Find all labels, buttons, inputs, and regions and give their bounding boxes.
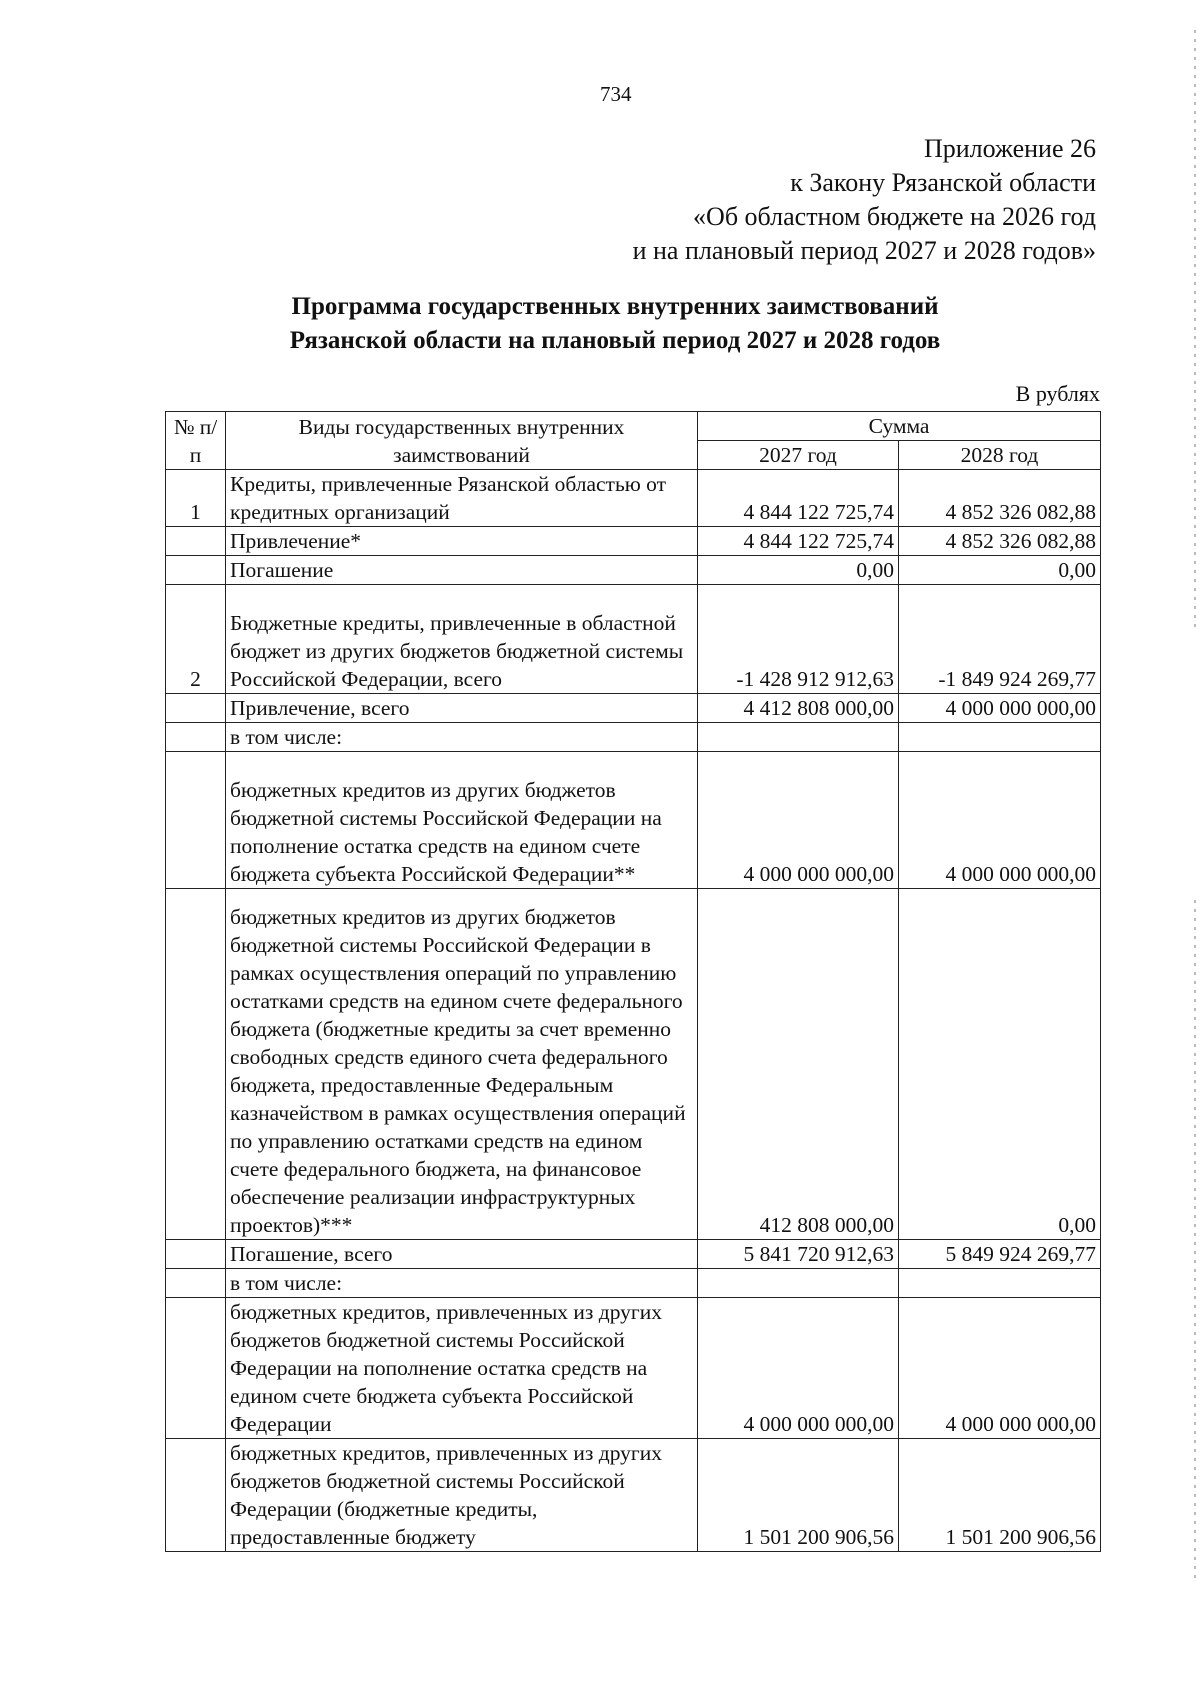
value-2027: 4 844 122 725,74 bbox=[698, 527, 899, 556]
row-text: Привлечение, всего bbox=[226, 694, 698, 723]
value-2028 bbox=[899, 723, 1101, 752]
value-2027 bbox=[698, 1269, 899, 1298]
value-2027: 5 841 720 912,63 bbox=[698, 1240, 899, 1269]
page-number: 734 bbox=[600, 82, 632, 106]
appendix-line-2: к Закону Рязанской области bbox=[790, 168, 1096, 197]
title-line-1: Программа государственных внутренних заимствований bbox=[291, 293, 939, 320]
header-num bbox=[166, 412, 226, 470]
value-2028: 4 852 326 082,88 bbox=[899, 527, 1101, 556]
row-text: в том числе: bbox=[226, 1269, 698, 1298]
row-text: в том числе: bbox=[226, 723, 698, 752]
header-sum: Сумма bbox=[698, 412, 1101, 441]
row-num bbox=[166, 889, 226, 1240]
value-2027: 4 412 808 000,00 bbox=[698, 694, 899, 723]
row-num: 2 bbox=[166, 585, 226, 694]
row-text: Погашение bbox=[226, 556, 698, 585]
appendix-header bbox=[633, 132, 1096, 268]
row-num bbox=[166, 1298, 226, 1439]
header-type bbox=[226, 412, 698, 470]
value-2027: 4 844 122 725,74 bbox=[698, 470, 899, 527]
row-text: бюджетных кредитов из других бюджетов бюджетной системы Российской Федерации в рамках осуществления операций по управлению остатками средств на едином счете федерального бюджета (бюджетные кредиты за счет временно свободных средств единого счета федерального бюджета, предоставленные Федеральным казначейством в рамках осуществления операций по управлению остатками средств на едином счете федерального бюджета, на финансовое обеспечение реализации инфраструктурных проектов)*** bbox=[226, 889, 698, 1240]
table-row bbox=[166, 1240, 1101, 1269]
appendix-line-4: и на плановый период 2027 и 2028 годов» bbox=[632, 236, 1096, 265]
table-row bbox=[166, 889, 1101, 1240]
table-row bbox=[166, 1298, 1101, 1439]
value-2027: 1 501 200 906,56 bbox=[698, 1439, 899, 1552]
value-2027: 4 000 000 000,00 bbox=[698, 752, 899, 889]
row-text: бюджетных кредитов, привлеченных из других бюджетов бюджетной системы Российской Федерации (бюджетные кредиты, предоставленные бюджету bbox=[226, 1439, 698, 1552]
value-2028: 1 501 200 906,56 bbox=[899, 1439, 1101, 1552]
row-num bbox=[166, 556, 226, 585]
units-label: В рублях bbox=[1015, 381, 1100, 406]
row-text: бюджетных кредитов, привлеченных из других бюджетов бюджетной системы Российской Федерации на пополнение остатка средств на едином счете бюджета субъекта Российской Федерации bbox=[226, 1298, 698, 1439]
row-num bbox=[166, 1240, 226, 1269]
scan-edge-artifact bbox=[1194, 900, 1196, 1580]
value-2028: -1 849 924 269,77 bbox=[899, 585, 1101, 694]
table-row bbox=[166, 527, 1101, 556]
value-2028: 4 000 000 000,00 bbox=[899, 694, 1101, 723]
table-row bbox=[166, 694, 1101, 723]
table-header-row bbox=[166, 412, 1101, 441]
value-2028: 4 000 000 000,00 bbox=[899, 1298, 1101, 1439]
value-2027: 0,00 bbox=[698, 556, 899, 585]
header-year-2027: 2027 год bbox=[698, 441, 899, 470]
row-num: 1 bbox=[166, 470, 226, 527]
value-2027 bbox=[698, 723, 899, 752]
row-num bbox=[166, 723, 226, 752]
table-row bbox=[166, 470, 1101, 527]
appendix-line-3: «Об областном бюджете на 2026 год bbox=[693, 202, 1096, 231]
title-line-2: Рязанской области на плановый период 2027 и 2028 годов bbox=[289, 327, 941, 354]
header-year-2028: 2028 год bbox=[899, 441, 1101, 470]
table-row bbox=[166, 1269, 1101, 1298]
row-num bbox=[166, 752, 226, 889]
row-text: Бюджетные кредиты, привлеченные в областной бюджет из других бюджетов бюджетной системы Российской Федерации, всего bbox=[226, 585, 698, 694]
value-2027: -1 428 912 912,63 bbox=[698, 585, 899, 694]
value-2028: 4 000 000 000,00 bbox=[899, 752, 1101, 889]
value-2028: 0,00 bbox=[899, 889, 1101, 1240]
value-2028: 4 852 326 082,88 bbox=[899, 470, 1101, 527]
table-row bbox=[166, 556, 1101, 585]
value-2027: 4 000 000 000,00 bbox=[698, 1298, 899, 1439]
value-2027: 412 808 000,00 bbox=[698, 889, 899, 1240]
row-num bbox=[166, 1439, 226, 1552]
header-num-label: № п/п bbox=[173, 415, 218, 467]
borrowing-table bbox=[165, 411, 1101, 1552]
table-row bbox=[166, 723, 1101, 752]
document-title bbox=[0, 290, 1200, 358]
row-text: Привлечение* bbox=[226, 527, 698, 556]
row-text: Кредиты, привлеченные Рязанской областью от кредитных организаций bbox=[226, 470, 698, 527]
appendix-line-1: Приложение 26 bbox=[923, 134, 1096, 163]
header-type-label: Виды государственных внутренних заимствований bbox=[298, 415, 625, 467]
table-row bbox=[166, 585, 1101, 694]
table-row bbox=[166, 752, 1101, 889]
row-text: бюджетных кредитов из других бюджетов бюджетной системы Российской Федерации на пополнение остатка средств на едином счете бюджета субъекта Российской Федерации** bbox=[226, 752, 698, 889]
row-num bbox=[166, 527, 226, 556]
value-2028 bbox=[899, 1269, 1101, 1298]
value-2028: 0,00 bbox=[899, 556, 1101, 585]
value-2028: 5 849 924 269,77 bbox=[899, 1240, 1101, 1269]
row-text: Погашение, всего bbox=[226, 1240, 698, 1269]
row-num bbox=[166, 694, 226, 723]
row-num bbox=[166, 1269, 226, 1298]
scan-edge-artifact bbox=[1194, 30, 1196, 630]
table-row bbox=[166, 1439, 1101, 1552]
